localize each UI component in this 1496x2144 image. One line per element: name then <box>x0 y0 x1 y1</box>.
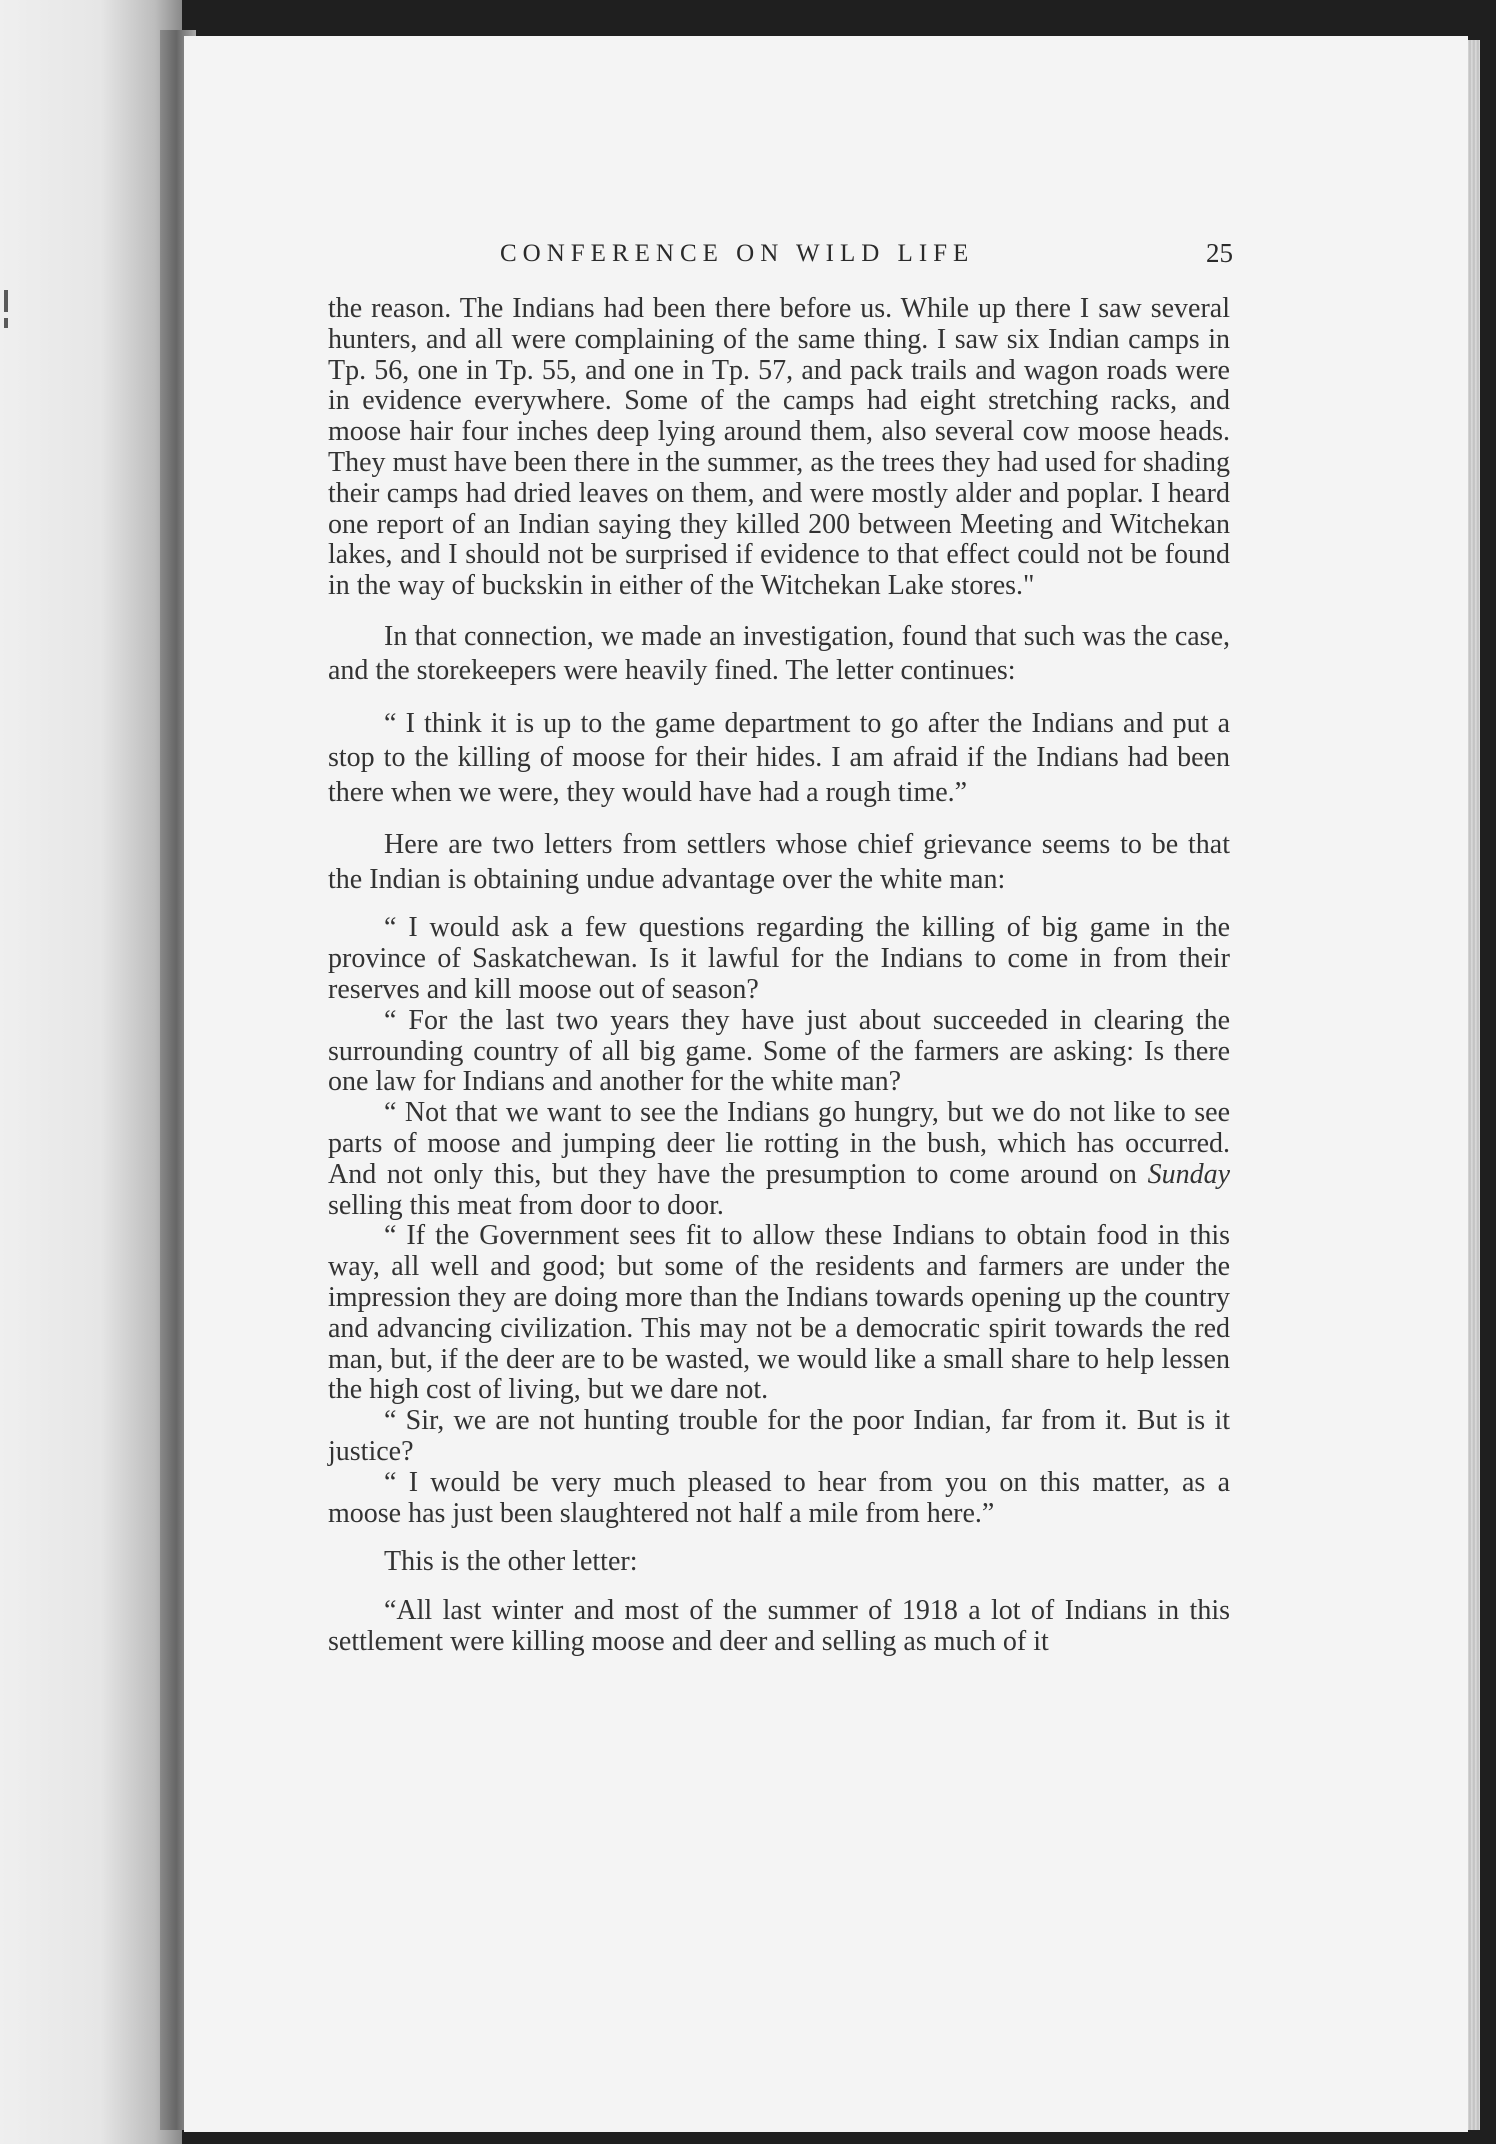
facing-page-mark <box>4 290 8 312</box>
running-title: CONFERENCE ON WILD LIFE <box>500 240 975 267</box>
paragraph: This is the other letter: <box>384 1546 638 1578</box>
quoted-paragraph: “ If the Government sees fit to allow these Indians to obtain food in this way, all well and good; but some of the residents and farmers are under the impression they are doing more than the Indians towards opening up the country and advancing civilization. This may not be a democratic spirit towards the red man, but, if the deer are to be wasted, we would like a small share to help lessen the high cost of living, but we dare not. <box>328 1220 1231 1406</box>
emphasized-word: Sunday <box>1147 1158 1230 1190</box>
quoted-paragraph: “ Sir, we are not hunting trouble for the poor Indian, far from it. But is it justice? <box>328 1405 1230 1468</box>
paragraph: In that connection, we made an investigation, found that such was the case, and the storekeepers were heavily fined. The letter continues: <box>328 620 1230 687</box>
text-run: selling this meat from door to door. <box>328 1189 724 1221</box>
quoted-paragraph <box>328 1098 1230 1221</box>
quoted-paragraph: “ I would be very much pleased to hear from you on this matter, as a moose has just been slaughtered not half a mile from here.” <box>328 1466 1230 1529</box>
page-stack-edge <box>1468 40 1480 2130</box>
facing-page-mark <box>4 318 8 328</box>
page-number: 25 <box>1206 238 1233 268</box>
page-body <box>328 294 1230 1658</box>
paragraph: Here are two letters from settlers whose chief grievance seems to be that the Indian is obtaining undue advantage over the white man: <box>328 829 1230 895</box>
quoted-paragraph: “All last winter and most of the summer of 1918 a lot of Indians in this settlement were killing moose and deer and selling as much of it <box>328 1595 1230 1657</box>
facing-page-edge <box>0 0 182 2144</box>
quoted-paragraph: “ For the last two years they have just about succeeded in clearing the surrounding country of all big game. Some of the farmers are asking: Is there one law for Indians and another for the white man? <box>328 1004 1230 1098</box>
text-run: “ Not that we want to see the Indians go hungry, but we do not like to see parts of moose and jumping deer lie rotting in the bush, which has occurred. And not only this, but they have the presumption to come around on <box>328 1097 1230 1190</box>
quoted-paragraph: “ I would ask a few questions regarding the killing of big game in the province of Saskatchewan. Is it lawful for the Indians to come in from their reserves and kill moose out of season? <box>328 912 1230 1006</box>
paragraph: the reason. The Indians had been there before us. While up there I saw several hunters, and all were complaining of the same thing. I saw six Indian camps in Tp. 56, one in Tp. 55, and one in Tp. 57, and pack trails and wagon roads were in evidence everywhere. Some of the camps had eight stretching racks, and moose hair four inches deep lying around them, also several cow moose heads. They must have been there in the summer, as the trees they had used for shading their camps had dried leaves on them, and were mostly alder and poplar. I heard one report of an Indian saying they killed 200 between Meeting and Witchekan lakes, and I should not be surprised if evidence to that effect could not be found in the way of buckskin in either of the Witchekan Lake stores." <box>328 293 1230 602</box>
quoted-paragraph: “ I think it is up to the game department to go after the Indians and put a stop to the killing of moose for their hides. I am afraid if the Indians had been there when we were, they would have had a rough time.” <box>328 707 1230 808</box>
